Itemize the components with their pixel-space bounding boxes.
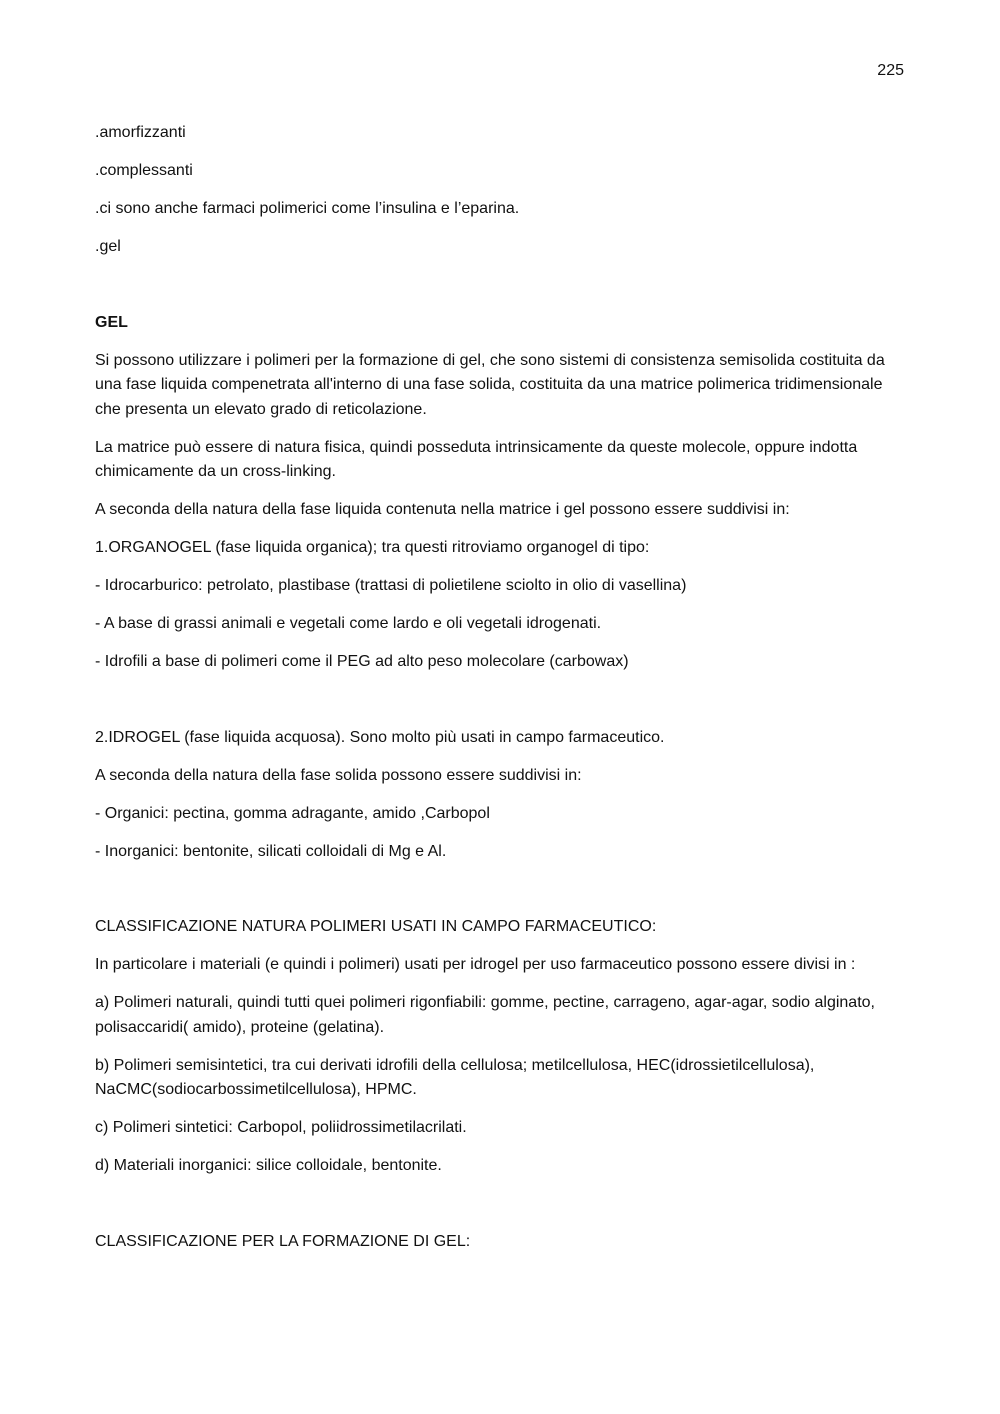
paragraph: A seconda della natura della fase liquida contenuta nella matrice i gel possono essere suddivisi in: (95, 501, 790, 518)
list-item: c) Polimeri sintetici: Carbopol, poliidrossimetilacrilati. (95, 1119, 467, 1136)
paragraph: In particolare i materiali (e quindi i polimeri) usati per idrogel per uso farmaceutico possono essere divisi in : (95, 956, 856, 973)
list-item: - Inorganici: bentonite, silicati colloidali di Mg e Al. (95, 842, 447, 860)
list-item: - Idrocarburico: petrolato, plastibase (trattasi di polietilene sciolto in olio di vasellina) (95, 577, 687, 594)
bullet-item: .amorfizzanti (95, 124, 186, 141)
list-item: a) Polimeri naturali, quindi tutti quei polimeri rigonfiabili: gomme, pectine, carrageno, agar-agar, sodio alginato, polisaccaridi( amido), proteine (gelatina). (95, 994, 875, 1036)
section-title-formation: CLASSIFICAZIONE PER LA FORMAZIONE DI GEL: (95, 1232, 471, 1250)
paragraph: Si possono utilizzare i polimeri per la formazione di gel, che sono sistemi di consistenza semisolida costituita da una fase liquida compenetrata all'interno di una fase solida, costituita da una matrice polimerica tridimensionale che presenta un elevato grado di reticolazione. (95, 351, 885, 418)
bullet-item: .ci sono anche farmaci polimerici come l’insulina e l’eparina. (95, 200, 520, 217)
organogel-intro: 1.ORGANOGEL (fase liquida organica); tra questi ritroviamo organogel di tipo: (95, 539, 650, 556)
bullet-item: .complessanti (95, 162, 193, 179)
idrogel-intro: 2.IDROGEL (fase liquida acquosa). Sono molto più usati in campo farmaceutico. (95, 728, 665, 746)
list-item: - A base di grassi animali e vegetali come lardo e oli vegetali idrogenati. (95, 615, 602, 632)
section-title-gel: GEL (95, 313, 128, 331)
section-title-classification: CLASSIFICAZIONE NATURA POLIMERI USATI IN CAMPO FARMACEUTICO: (95, 918, 657, 935)
paragraph: A seconda della natura della fase solida possono essere suddivisi in: (95, 766, 582, 784)
page-number: 225 (877, 62, 904, 79)
list-item: b) Polimeri semisintetici, tra cui derivati idrofili della cellulosa; metilcellulosa, HEC(idrossietilcellulosa), NaCMC(sodiocarbossimetilcellulosa), HPMC. (95, 1056, 815, 1098)
paragraph: La matrice può essere di natura fisica, quindi posseduta intrinsicamente da queste molecole, oppure indotta chimicamente da un cross-linking. (95, 438, 858, 480)
list-item: d) Materiali inorganici: silice colloidale, bentonite. (95, 1157, 442, 1174)
list-item: - Idrofili a base di polimeri come il PEG ad alto peso molecolare (carbowax) (95, 653, 629, 670)
document-body (95, 121, 910, 1268)
list-item: - Organici: pectina, gomma adragante, amido ,Carbopol (95, 804, 490, 822)
bullet-item: .gel (95, 238, 121, 255)
